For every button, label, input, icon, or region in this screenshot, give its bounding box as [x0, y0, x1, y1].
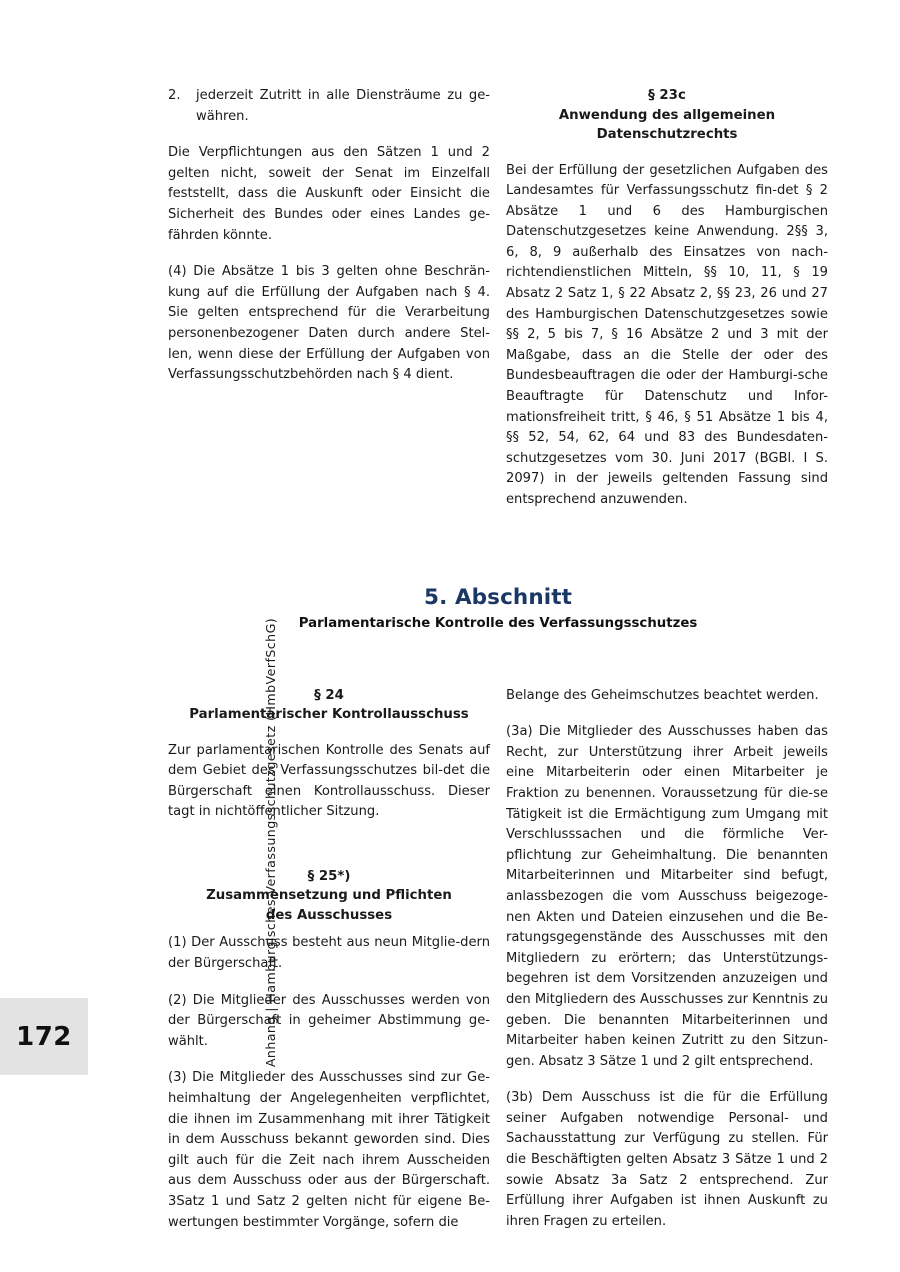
section-divider-title: 5. Abschnitt: [424, 584, 572, 610]
paragraph: Zur parlamentarischen Kontrolle des Senats auf dem Gebiet des Verfassungsschutzes bil-det die Bürgerschaft einen Kontrollausschuss. Dieser tagt in nichtöffentlicher Sitzung.: [168, 742, 490, 820]
section-heading-25: [168, 867, 490, 926]
top-right-column: [506, 86, 828, 511]
bottom-columns: [168, 686, 828, 1234]
paragraph: Belange des Geheimschutzes beachtet werden.: [506, 687, 819, 703]
paragraph: (3) Die Mitglieder des Ausschusses sind zur Ge-heimhaltung der Angelegenheiten verpflichtet, die ihnen im Zusammenhang mit ihrer Tätigkeit in dem Ausschuss bekannt geworden sind. Dies gilt auch für die Zeit nach ihrem Ausscheiden aus dem Ausschuss oder aus der Bürgerschaft. 3Satz 1 und Satz 2 gelten nicht für eigene Be-wertungen bestimmter Vorgänge, sofern die: [168, 1070, 490, 1230]
paragraph: (1) Der Ausschuss besteht aus neun Mitglie-dern der Bürgerschaft.: [168, 935, 490, 972]
running-head-text: Anhang | Hamburgisches Verfassungsschutzgesetz (HmbVerfSchG): [263, 617, 279, 1068]
paragraph: (4) Die Absätze 1 bis 3 gelten ohne Beschrän-kung auf die Erfüllung der Aufgaben nach § 4. Sie gelten entsprechend für die Verarbeitung personenbezogener Daten durch andere Stel-len, wenn diese der Erfüllung der Aufgaben von Verfassungsschutzbehörden nach § 4 dient.: [168, 264, 490, 383]
top-left-column: [168, 86, 490, 386]
section-title-line: Zusammensetzung und Pflichten: [206, 888, 452, 904]
section-title-line: des Ausschusses: [265, 907, 393, 923]
page-content: [168, 86, 828, 1233]
list-item-text: jederzeit Zutritt in alle Diensträume zu ge-währen.: [196, 88, 490, 124]
section-divider-subtitle: Parlamentarische Kontrolle des Verfassungsschutzes: [298, 615, 698, 631]
paragraph: (3b) Dem Ausschuss ist die für die Erfüllung seiner Aufgaben notwendige Personal- und Sachausstattung zur Verfügung zu stellen. Für die Beschäftigten gelten Absatz 3 Sätze 1 und 2 sowie Absatz 3a Satz 2 entsprechend. Zur Erfüllung ihrer Aufgaben ist ihnen Auskunft zu ihren Fragen zu erteilen.: [506, 1090, 828, 1229]
list-item: [168, 86, 490, 127]
vertical-spacer: [168, 839, 490, 867]
paragraph: (2) Die Mitglieder des Ausschusses werden von der Bürgerschaft in geheimer Abstimmung ge-wählt.: [168, 992, 490, 1049]
vertical-spacer: [168, 511, 828, 585]
section-divider: [168, 585, 828, 634]
section-heading-24: [168, 686, 490, 725]
section-heading-23c: [506, 86, 828, 145]
bottom-right-column: [506, 686, 828, 1233]
paragraph: Die Verpflichtungen aus den Sätzen 1 und 2 gelten nicht, soweit der Senat im Einzelfall feststellt, dass die Auskunft oder Einsicht die Sicherheit des Bundes oder eines Landes ge-fährden könnte.: [168, 145, 490, 243]
section-title-line: Parlamentarischer Kontrollausschuss: [189, 707, 469, 723]
paragraph: (3a) Die Mitglieder des Ausschusses haben das Recht, zur Unterstützung ihrer Arbeit jeweils eine Mitarbeiterin oder einen Mitarbeiter je Fraktion zu benennen. Voraussetzung für die-se Tätigkeit ist die Ermächtigung zum Umgang mit Verschlusssachen und die förmliche Ver-pflichtung zur Geheimhaltung. Die benannten Mitarbeiterinnen und Mitarbeiter sind befugt, anlassbezogen die vom Ausschuss beigezoge-nen Akten und Dateien einzusehen und die Be-ratungsgegenstände des Ausschusses mit den Mitgliedern zu erörtern; das Unterstützungs-begehren ist dem Vorsitzenden anzuzeigen und den Mitgliedern des Ausschusses zur Kenntnis zu geben. Die benannten Mitarbeiterinnen und Mitarbeiter haben keinen Zutritt zu den Sitzun-gen. Absatz 3 Sätze 1 und 2 gilt entsprechend.: [506, 724, 828, 1069]
paragraph: Bei der Erfüllung der gesetzlichen Aufgaben des Landesamtes für Verfassungsschutz fin-det § 2 Absätze 1 und 6 des Hamburgischen Datenschutzgesetzes keine Anwendung. 2§§ 3, 6, 8, 9 außerhalb des Einsatzes von nach-richtendienstlichen Mitteln, §§ 10, 11, § 19 Absatz 2 Satz 1, § 22 Absatz 2, §§ 23, 26 und 27 des Hamburgischen Datenschutzgesetzes sowie §§ 2, 5 bis 7, § 16 Absätze 2 und 3 mit der Maßgabe, dass an die Stelle der oder des Bundesbeauftragen die oder der Hamburgi-sche Beauftragte für Datenschutz und Infor-mationsfreiheit tritt, § 46, § 51 Absätze 1 bis 4, §§ 52, 54, 62, 64 und 83 des Bundesdaten-schutzgesetzes vom 30. Juni 2017 (BGBl. I S. 2097) in der jeweils geltenden Fassung sind entsprechend anzuwenden.: [506, 162, 828, 507]
section-number: § 24: [314, 687, 344, 703]
page-number-tab: [0, 998, 88, 1075]
vertical-spacer: [168, 656, 828, 686]
section-title-line: Anwendung des allgemeinen: [558, 107, 776, 123]
bottom-left-column: [168, 686, 490, 1234]
list-item-marker: 2.: [168, 88, 181, 103]
section-number: § 25*): [307, 868, 351, 884]
top-columns: [168, 86, 828, 511]
page-number: 172: [16, 1021, 72, 1052]
section-title-line: Datenschutzrechts: [596, 127, 738, 142]
section-number: § 23c: [648, 88, 686, 103]
